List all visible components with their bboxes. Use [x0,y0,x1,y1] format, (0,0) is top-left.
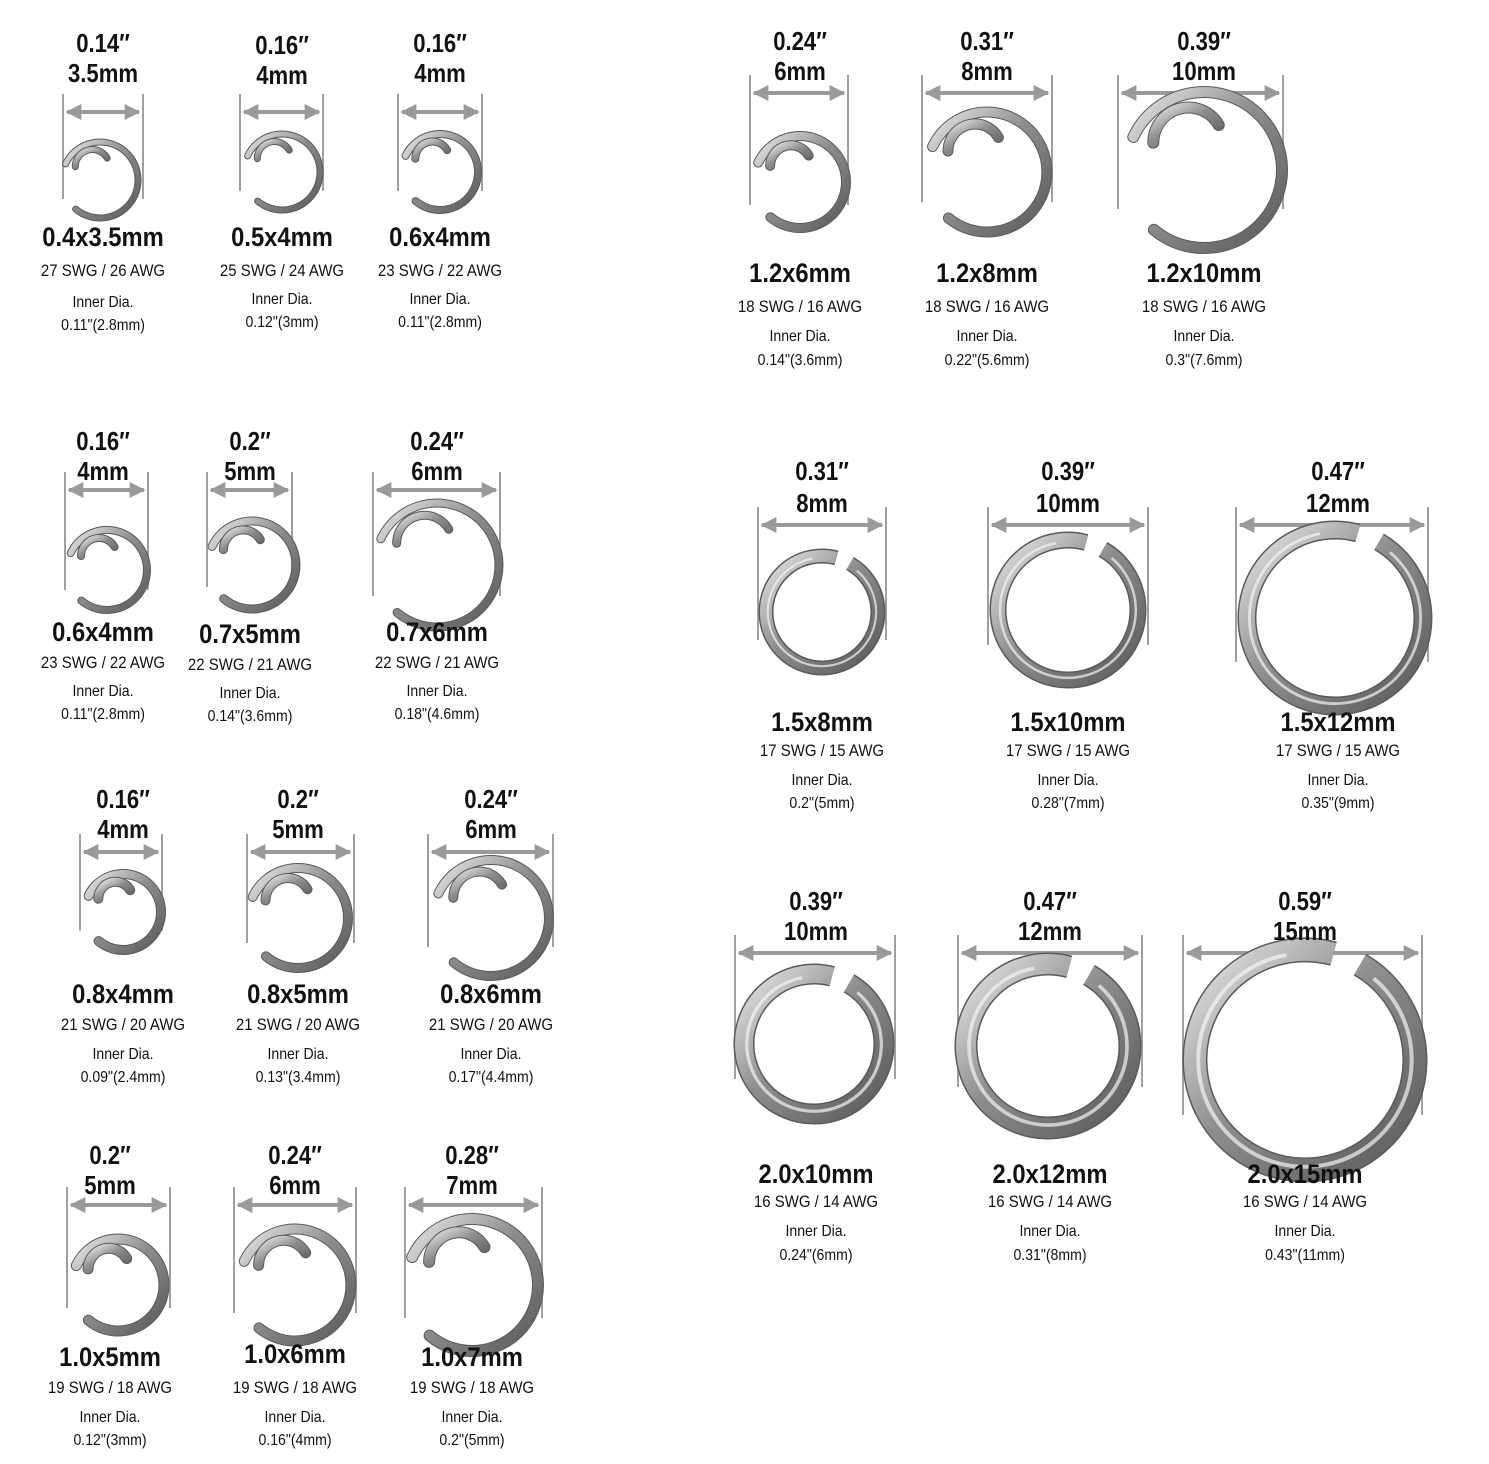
ring-size-label: 1.5x8mm [771,707,873,737]
inch-dimension: 0.28″ [445,1140,499,1170]
ring-size-label: 1.5x12mm [1280,707,1396,737]
mm-dimension: 4mm [414,58,466,88]
inner-diameter-label: Inner Dia. [79,1409,141,1426]
mm-dimension: 15mm [1273,916,1337,946]
ring-end [223,530,260,550]
inner-diameter-label: Inner Dia. [460,1046,522,1063]
wire-gauge-label: 27 SWG / 26 AWG [40,261,166,280]
wire-gauge-label: 16 SWG / 14 AWG [753,1192,879,1211]
wire-gauge-label: 18 SWG / 16 AWG [1141,297,1267,316]
inner-diameter-value: 0.11"(2.8mm) [61,317,145,334]
ring-body [1195,950,1415,1170]
mm-dimension: 5mm [224,456,276,486]
inner-diameter-label: Inner Dia. [406,683,468,700]
inner-diameter-value: 0.09"(2.4mm) [80,1069,166,1086]
ring-body [1247,530,1423,706]
inch-dimension: 0.39″ [1041,456,1095,486]
ring-end [259,1240,306,1265]
inner-diameter-value: 0.11"(2.8mm) [61,706,145,723]
inner-diameter-value: 0.12"(3mm) [245,314,319,331]
jump-ring-11 [234,1187,356,1341]
mm-dimension: 6mm [465,814,517,844]
ring-highlight [768,559,876,667]
wire-gauge-label: 21 SWG / 20 AWG [235,1015,361,1034]
inner-diameter-value: 0.3"(7.6mm) [1165,352,1243,369]
jump-ring-6 [373,472,500,627]
jump-ring-5 [207,472,296,609]
jump-ring-19 [735,935,895,1114]
mm-dimension: 10mm [1036,488,1100,518]
ring-body [966,964,1130,1128]
inch-dimension: 0.47″ [1311,456,1365,486]
inch-dimension: 0.16″ [76,426,130,456]
ring-end [429,1232,484,1262]
inner-diameter-value: 0.11"(2.8mm) [398,314,482,331]
ring-size-label: 1.0x6mm [244,1339,346,1369]
ring-size-label: 1.0x5mm [59,1342,161,1372]
inner-diameter-value: 0.31"(8mm) [1013,1247,1087,1264]
inch-dimension: 0.14″ [76,28,130,58]
inch-dimension: 0.16″ [96,784,150,814]
ring-body [998,540,1138,680]
jump-ring-10 [67,1187,170,1331]
inner-diameter-value: 0.24"(6mm) [779,1247,853,1264]
mm-dimension: 6mm [774,56,826,86]
inch-dimension: 0.2″ [277,784,319,814]
inner-diameter-label: Inner Dia. [267,1046,329,1063]
inch-dimension: 0.31″ [960,26,1014,56]
ring-size-label: 0.8x4mm [72,979,174,1009]
wire-gauge-label: 16 SWG / 14 AWG [1242,1192,1368,1211]
jump-ring-8 [247,834,354,968]
jump-ring-16 [758,507,886,668]
inch-dimension: 0.24″ [410,426,464,456]
jump-ring-21 [1183,935,1422,1170]
inner-diameter-label: Inner Dia. [1019,1223,1081,1240]
inner-diameter-label: Inner Dia. [72,294,134,311]
inner-diameter-value: 0.13"(3.4mm) [255,1069,341,1086]
inner-diameter-value: 0.2"(5mm) [789,795,855,812]
mm-dimension: 5mm [84,1170,136,1200]
ring-size-label: 1.5x10mm [1010,707,1126,737]
mm-dimension: 10mm [1172,56,1236,86]
jump-ring-20 [958,935,1142,1128]
inner-diameter-value: 0.16"(4mm) [258,1432,332,1449]
jump-ring-7 [80,834,162,950]
ring-end [81,538,115,556]
inch-dimension: 0.39″ [1177,26,1231,56]
inner-diameter-value: 0.14"(3.6mm) [207,708,293,725]
wire-gauge-label: 19 SWG / 18 AWG [232,1378,358,1397]
jump-ring-18 [1236,507,1428,706]
inner-diameter-value: 0.18"(4.6mm) [394,706,480,723]
inner-diameter-label: Inner Dia. [409,291,471,308]
inner-diameter-value: 0.12"(3mm) [73,1432,147,1449]
ring-size-label: 0.8x5mm [247,979,349,1009]
ring-size-label: 2.0x12mm [992,1159,1108,1189]
wire-gauge-label: 23 SWG / 22 AWG [40,653,166,672]
inner-diameter-value: 0.14"(3.6mm) [757,352,843,369]
ring-end [266,878,308,900]
inch-dimension: 0.24″ [464,784,518,814]
inner-diameter-label: Inner Dia. [251,291,313,308]
ring-size-label: 0.7x5mm [199,619,301,649]
ring-highlight [747,978,882,1112]
mm-dimension: 8mm [961,56,1013,86]
wire-gauge-label: 17 SWG / 15 AWG [759,741,885,760]
ring-end [948,124,998,151]
mm-dimension: 6mm [411,456,463,486]
inch-dimension: 0.39″ [789,886,843,916]
jump-ring-14 [922,75,1052,232]
inner-diameter-label: Inner Dia. [441,1409,503,1426]
jump-ring-3 [398,94,482,210]
mm-dimension: 8mm [796,488,848,518]
ring-size-label: 0.5x4mm [231,222,333,252]
inner-diameter-label: Inner Dia. [956,328,1018,345]
wire-gauge-label: 17 SWG / 15 AWG [1005,741,1131,760]
wire-gauge-label: 18 SWG / 16 AWG [737,297,863,316]
inch-dimension: 0.2″ [89,1140,131,1170]
inner-diameter-value: 0.2"(5mm) [439,1432,505,1449]
ring-highlight [969,968,1127,1125]
ring-body [766,556,878,668]
wire-gauge-label: 16 SWG / 14 AWG [987,1192,1113,1211]
inner-diameter-label: Inner Dia. [769,328,831,345]
inch-dimension: 0.31″ [795,456,849,486]
inch-dimension: 0.24″ [268,1140,322,1170]
wire-gauge-label: 19 SWG / 18 AWG [47,1378,173,1397]
inch-dimension: 0.24″ [773,26,827,56]
inner-diameter-label: Inner Dia. [791,772,853,789]
ring-size-label: 0.6x4mm [52,617,154,647]
ring-size-label: 0.4x3.5mm [42,222,164,252]
inner-diameter-value: 0.35"(9mm) [1301,795,1375,812]
inner-diameter-value: 0.22"(5.6mm) [944,352,1030,369]
wire-gauge-label: 22 SWG / 21 AWG [374,653,500,672]
ring-size-label: 1.2x10mm [1146,258,1262,288]
mm-dimension: 6mm [269,1170,321,1200]
jump-ring-13 [750,75,848,228]
jump-ring-2 [240,94,323,210]
mm-dimension: 7mm [446,1170,498,1200]
mm-dimension: 4mm [97,814,149,844]
ring-size-label: 1.2x8mm [936,258,1038,288]
inner-diameter-value: 0.43"(11mm) [1265,1247,1345,1264]
inner-diameter-label: Inner Dia. [1274,1223,1336,1240]
ring-size-label: 0.7x6mm [386,617,488,647]
jump-ring-4 [65,472,148,610]
inner-diameter-value: 0.28"(7mm) [1031,795,1105,812]
inch-dimension: 0.47″ [1023,886,1077,916]
inch-dimension: 0.59″ [1278,886,1332,916]
jump-ring-1 [63,94,143,218]
inch-dimension: 0.16″ [255,30,309,60]
mm-dimension: 10mm [784,916,848,946]
wire-gauge-label: 22 SWG / 21 AWG [187,655,313,674]
mm-dimension: 12mm [1306,488,1370,518]
mm-dimension: 12mm [1018,916,1082,946]
inner-diameter-value: 0.17"(4.4mm) [448,1069,534,1086]
wire-gauge-label: 25 SWG / 24 AWG [219,261,345,280]
mm-dimension: 4mm [256,60,308,90]
jump-ring-15 [1118,75,1283,248]
ring-size-label: 0.8x6mm [440,979,542,1009]
ring-end [453,872,502,898]
inch-dimension: 0.16″ [413,28,467,58]
inner-diameter-label: Inner Dia. [1173,328,1235,345]
jump-ring-12 [405,1187,542,1351]
inner-diameter-label: Inner Dia. [72,683,134,700]
inner-diameter-label: Inner Dia. [785,1223,847,1240]
ring-body [744,974,884,1114]
inch-dimension: 0.2″ [229,426,271,456]
mm-dimension: 5mm [272,814,324,844]
wire-gauge-label: 23 SWG / 22 AWG [377,261,503,280]
wire-gauge-label: 19 SWG / 18 AWG [409,1378,535,1397]
wire-gauge-label: 21 SWG / 20 AWG [428,1015,554,1034]
wire-gauge-label: 21 SWG / 20 AWG [60,1015,186,1034]
mm-dimension: 3.5mm [67,58,139,88]
wire-gauge-label: 18 SWG / 16 AWG [924,297,1050,316]
ring-size-label: 2.0x15mm [1247,1159,1363,1189]
ring-size-label: 2.0x10mm [758,1159,874,1189]
wire-gauge-label: 17 SWG / 15 AWG [1275,741,1401,760]
ring-size-label: 0.6x4mm [389,222,491,252]
jump-ring-17 [988,507,1148,680]
inner-diameter-label: Inner Dia. [219,685,281,702]
jump-ring-9 [428,834,553,976]
inner-diameter-label: Inner Dia. [1037,772,1099,789]
inner-diameter-label: Inner Dia. [1307,772,1369,789]
mm-dimension: 4mm [77,456,129,486]
ring-size-label: 1.2x6mm [749,258,851,288]
inner-diameter-label: Inner Dia. [264,1409,326,1426]
inner-diameter-label: Inner Dia. [92,1046,154,1063]
ring-size-label: 1.0x7mm [421,1342,523,1372]
